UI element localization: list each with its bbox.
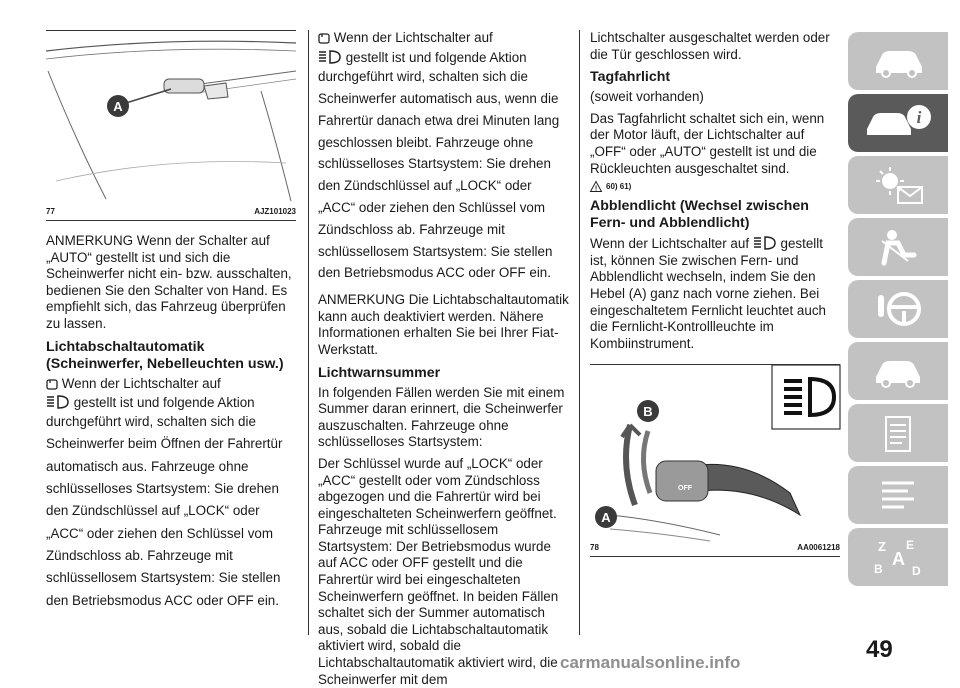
tab-emergency[interactable] xyxy=(848,342,948,400)
svg-text:A: A xyxy=(892,549,905,569)
switch-position-icon xyxy=(318,33,330,45)
warning-triangle-icon xyxy=(590,181,602,192)
paragraph-cont xyxy=(318,49,570,67)
svg-text:D: D xyxy=(912,564,921,578)
figure-callout: A xyxy=(113,99,123,114)
column-3 xyxy=(590,30,840,557)
paragraph-cont-text: gestellt xyxy=(780,236,823,252)
watermark: carmanualsonline.info xyxy=(560,653,741,672)
auto-light-icon xyxy=(318,49,342,65)
paragraph-lead-text: Wenn der Lichtschalter auf xyxy=(333,30,493,45)
figure-77 xyxy=(46,31,296,221)
section-heading: Lichtabschaltautomatik (Scheinwerfer, Nebelleuchten usw.) xyxy=(46,338,284,372)
figure-callout-a: A xyxy=(601,510,611,526)
svg-text:!: ! xyxy=(594,185,598,193)
headlight-symbol-box xyxy=(772,365,840,429)
paragraph: Das Tagfahrlicht schaltet sich ein, wenn der Motor läuft, der Lichtschalter auf „OFF“ oder „AUTO“ gestellt ist und die Rückleuchten ausgeschaltet sind. xyxy=(590,110,825,176)
paragraph: Der Schlüssel wurde auf „LOCK“ oder „ACC“ gestellt oder vom Zündschloss abgezogen und die Fahrertür wird bei eingeschalteten Scheinwerfern geöffnet. Fahrzeuge mit schlüssellosem Startsystem: Der Betriebsmodus wurde auf ACC oder OFF gestellt und die Fahrertür wird bei eingeschalteten Scheinwerfern geöffnet. In beiden Fällen schaltet sich der Summer automatisch aus, sobald die Lichtabschaltautomatik aktiviert wird, sobald die Lichtabschaltautomatik aktiviert wird, die Scheinwerfer mit dem xyxy=(318,455,559,687)
svg-text:i: i xyxy=(916,108,922,127)
paragraph-cont-text: gestellt ist und folgende Aktion xyxy=(73,394,255,410)
tab-technical-data[interactable] xyxy=(848,466,948,524)
svg-text:B: B xyxy=(874,562,883,576)
tab-safety[interactable] xyxy=(848,218,948,276)
section-heading: Tagfahrlicht xyxy=(590,69,671,86)
tab-car-overview[interactable] xyxy=(848,32,948,90)
technical-data-icon xyxy=(868,473,928,517)
paragraph-cont-text: gestellt ist und folgende Aktion xyxy=(345,49,527,65)
subheading: (soweit vorhanden) xyxy=(590,89,704,105)
windshield-illustration xyxy=(46,31,296,205)
car-info-icon xyxy=(863,101,933,145)
index-icon xyxy=(868,535,928,579)
warning-refs: 60) 61) xyxy=(606,182,632,192)
figure-caption xyxy=(590,543,840,557)
section-heading: Lichtwarnsummer xyxy=(318,364,441,381)
svg-text:E: E xyxy=(906,538,915,552)
note-paragraph: ANMERKUNG Die Lichtabschaltautomatik kann auch deaktiviert werden. Nähere Informationen erhalten Sie bei Ihrer Fiat-Werkstatt. xyxy=(318,292,569,357)
paragraph-cont xyxy=(46,394,296,412)
paragraph xyxy=(590,235,840,352)
emergency-icon xyxy=(868,349,928,393)
column-2 xyxy=(318,30,570,688)
paragraph-lead xyxy=(46,376,296,392)
switch-off-label: OFF xyxy=(678,485,692,493)
warning-reference xyxy=(590,181,840,192)
figure-number: 77 xyxy=(46,207,55,216)
car-overview-icon xyxy=(868,41,928,81)
tab-starting-driving[interactable] xyxy=(848,280,948,338)
chapter-tabs xyxy=(848,32,944,590)
tab-warning-lights[interactable] xyxy=(848,156,948,214)
figure-code: AJZ101023 xyxy=(254,207,296,216)
figure-caption xyxy=(46,207,296,221)
section-heading: Abblendlicht (Wechsel zwischen Fern- und Abblendlicht) xyxy=(590,198,809,232)
tab-index[interactable] xyxy=(848,528,948,586)
figure-78 xyxy=(590,365,840,557)
paragraph-rest-text: ist, können Sie zwischen Fern- und Abblendlicht wechseln, indem Sie den Hebel (A) ganz nach vorne ziehen. Bei eingeschaltetem Fernlicht leuchtet auch die Fernlicht-Kontrollleuchte im Kombiinstrument. xyxy=(590,252,826,351)
tab-car-info[interactable] xyxy=(848,94,948,152)
page-number: 49 xyxy=(866,636,893,663)
auto-light-icon xyxy=(753,235,777,251)
paragraph: Lichtschalter ausgeschaltet werden oder die Tür geschlossen wird. xyxy=(590,30,830,62)
paragraph-lead-text: Wenn der Lichtschalter auf xyxy=(590,236,750,252)
paragraph: durchgeführt wird, schalten sich die Scheinwerfer automatisch aus, wenn die Fahrertür danach etwa drei Minuten lang geschlossen bleibt. Fahrzeuge ohne schlüsselloses Startsystem: Sie drehen den Zündschlüssel auf „LOCK“ oder „ACC“ oder ziehen den Schlüssel vom Zündschloss ab. Fahrzeuge mit schlüssellosem Startsystem: Sie stellen den Betriebsmodus ACC oder OFF ein. xyxy=(318,69,560,281)
figure-code: AA0061218 xyxy=(797,543,840,553)
paragraph-lead-text: Wenn der Lichtschalter auf xyxy=(61,375,221,391)
warning-lights-icon xyxy=(868,163,928,207)
column-divider xyxy=(579,30,580,635)
maintenance-icon xyxy=(868,411,928,455)
column-1 xyxy=(46,30,296,612)
safety-icon xyxy=(868,225,928,269)
switch-position-icon xyxy=(46,379,58,391)
light-switch-illustration xyxy=(590,365,840,541)
figure-callout-b: B xyxy=(643,404,653,420)
column-divider xyxy=(308,30,309,635)
paragraph: durchgeführt wird, schalten sich die Scheinwerfer beim Öffnen der Fahrertür automatisch aus. Fahrzeuge ohne schlüsselloses Startsystem: Sie drehen den Zündschlüssel auf „LOCK“ oder „ACC“ oder ziehen den Schlüssel vom Zündschloss ab. Fahrzeuge mit schlüssellosem Startsystem: Sie stellen den Betriebsmodus ACC oder OFF ein. xyxy=(46,414,283,608)
note-paragraph: ANMERKUNG Wenn der Schalter auf „AUTO“ gestellt ist und sich die Scheinwerfer nicht ein- bzw. ausschalten, bedienen Sie den Schalter von Hand. Es empfiehlt sich, das Fahrzeug überprüfen zu lassen. xyxy=(46,233,292,331)
paragraph: In folgenden Fällen werden Sie mit einem Summer daran erinnert, die Scheinwerfer auszuschalten. Fahrzeuge ohne schlüsselloses Startsystem: xyxy=(318,384,565,450)
svg-text:Z: Z xyxy=(878,539,886,554)
paragraph-lead xyxy=(318,30,570,47)
figure-number: 78 xyxy=(590,543,599,553)
starting-driving-icon xyxy=(868,287,928,331)
auto-light-icon xyxy=(46,394,70,410)
tab-maintenance[interactable] xyxy=(848,404,948,462)
